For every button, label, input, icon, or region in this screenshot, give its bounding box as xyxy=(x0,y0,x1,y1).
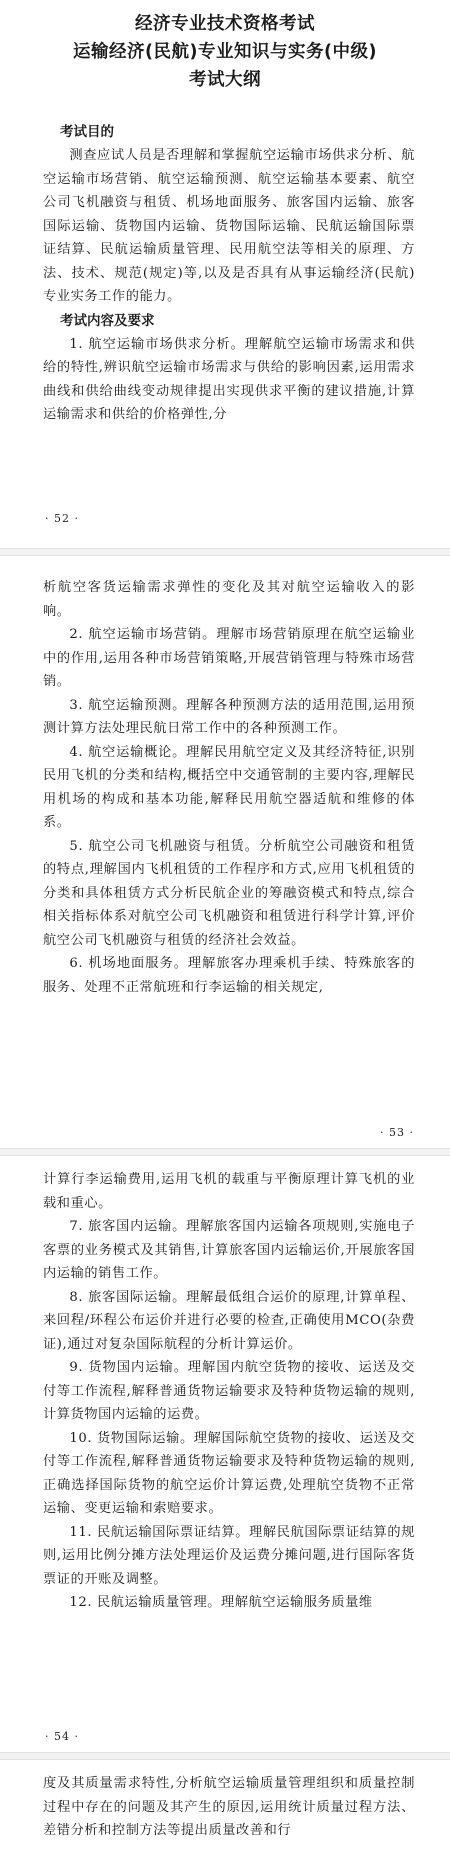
title-line-3: 考试大纲 xyxy=(189,70,261,90)
page-number-53: · 53 · xyxy=(380,1126,414,1139)
title-line-2: 运输经济(民航)专业知识与实务(中级) xyxy=(73,42,377,62)
page-number-54: · 54 · xyxy=(45,1730,79,1743)
item-9: 9. 货物国内运输。理解国内航空货物的接收、运送及交付等工作流程,解释普通货物运输要求及特种货物运输的规则,计算货物国内运输的运费。 xyxy=(43,1360,415,1422)
item-6-part-2: 计算行李运输费用,运用飞机的载重与平衡原理计算飞机的业载和重心。 xyxy=(43,1172,415,1211)
item-2: 2. 航空运输市场营销。理解市场营销原理在航空运输业中的作用,运用各种市场营销策略,开展营销管理与特殊市场营销。 xyxy=(43,627,415,689)
item-1-part-2: 析航空客货运输需求弹性的变化及其对航空运输收入的影响。 xyxy=(43,580,415,619)
item-10: 10. 货物国际运输。理解国际航空货物的接收、运送及交付等工作流程,解释普通货物运输要求及特种货物运输的规则,正确选择国际货物的航空运价计算运费,处理航空货物不正常运输、变更运输和索赔要求。 xyxy=(43,1430,415,1516)
content-heading: 考试内容及要求 xyxy=(60,312,155,329)
page-52 xyxy=(0,0,450,560)
page-55-partial xyxy=(0,1760,450,1872)
title-line-1: 经济专业技术资格考试 xyxy=(135,14,315,34)
item-3: 3. 航空运输预测。理解各种预测方法的适用范围,运用预测计算方法处理民航日常工作中的各种预测工作。 xyxy=(43,697,415,736)
page-separator xyxy=(0,548,450,556)
item-8: 8. 旅客国际运输。理解最低组合运价的原理,计算单程、来回程/环程公布运价并进行必要的检查,正确使用MCO(杂费证),通过对复杂国际航程的分析计算运价。 xyxy=(43,1289,415,1352)
item-5: 5. 航空公司飞机融资与租赁。分析航空公司融资和租赁的特点,理解国内飞机租赁的工作程序和方式,应用飞机租赁的分类和具体租赁方式分析民航企业的筹融资模式和特点,综合相关指标体系对航空公司飞机融资和租赁进行科学计算,评价航空公司飞机融资与租赁的经济社会效益。 xyxy=(43,838,415,948)
page-54 xyxy=(0,1160,450,1750)
page-separator xyxy=(0,1752,450,1760)
page-55-body xyxy=(43,1772,415,1843)
purpose-paragraph: 测查应试人员是否理解和掌握航空运输市场供求分析、航空运输市场营销、航空运输预测、航空运输基本要素、航空公司飞机融资与租赁、机场地面服务、旅客国内运输、旅客国际运输、货物国内运输、货物国际运输、民航运输国际票证结算、民航运输质量管理、民用航空法等相关的原理、方法、技术、规范(规定)等,以及是否具有从事运输经济(民航)专业实务工作的能力。 xyxy=(43,148,415,304)
item-7: 7. 旅客国内运输。理解旅客国内运输各项规则,实施电子客票的业务模式及其销售,计算旅客国内运输运价,开展旅客国内运输的销售工作。 xyxy=(43,1219,415,1281)
page-52-body xyxy=(43,120,415,427)
item-1-part-1: 1. 航空运输市场供求分析。理解航空运输市场需求和供给的特性,辨识航空运输市场需求与供给的影响因素,运用需求曲线和供给曲线变动规律提出实现供求平衡的建议措施,计算运输需求和供给的价格弹性,分 xyxy=(43,336,415,422)
item-6-part-1: 6. 机场地面服务。理解旅客办理乘机手续、特殊旅客的服务、处理不正常航班和行李运输的相关规定, xyxy=(43,956,415,995)
page-separator xyxy=(0,1148,450,1156)
purpose-heading: 考试目的 xyxy=(60,124,114,140)
document-title-block xyxy=(0,0,450,94)
item-12-part-2: 度及其质量需求特性,分析航空运输质量管理组织和质量控制过程中存在的问题及其产生的原因,运用统计质量过程方法、差错分析和控制方法等提出质量改善和行 xyxy=(43,1776,415,1838)
item-4: 4. 航空运输概论。理解民用航空定义及其经济特征,识别民用飞机的分类和结构,概括空中交通管制的主要内容,理解民用机场的构成和基本功能,解释民用航空器适航和维修的体系。 xyxy=(43,744,415,830)
item-11: 11. 民航运输国际票证结算。理解民航国际票证结算的规则,运用比例分摊方法处理运价及运费分摊问题,进行国际客货票证的开账及调整。 xyxy=(43,1524,415,1587)
page-53 xyxy=(0,560,450,1140)
page-54-body xyxy=(43,1168,415,1615)
page-53-body xyxy=(43,576,415,999)
item-12-part-1: 12. 民航运输质量管理。理解航空运输服务质量维 xyxy=(69,1595,373,1610)
page-number-52: · 52 · xyxy=(45,512,79,525)
